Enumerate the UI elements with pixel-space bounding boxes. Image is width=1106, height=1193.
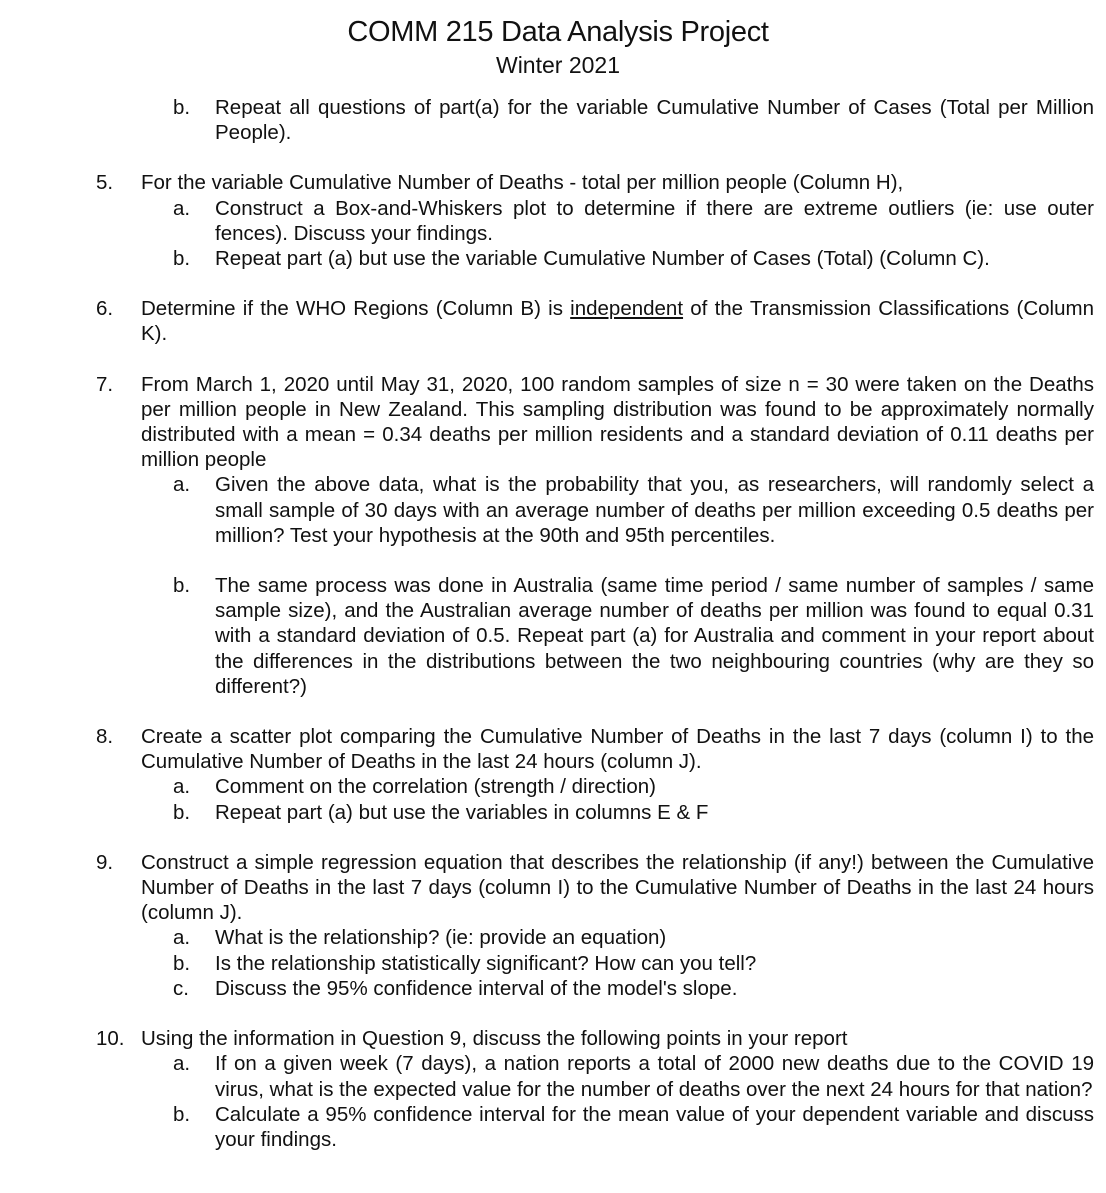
part-label: b. [173,247,191,271]
question-8 [96,724,1094,825]
question-4-part-b [96,95,1094,145]
question-number: 7. [96,372,114,396]
question-text: For the variable Cumulative Number of Deaths - total per million people (Column H), [141,171,904,195]
question-text [141,296,1094,346]
part-text: Given the above data, what is the probability that you, as researchers, will randomly select a small sample of 30 days with an average number of deaths per million exceeding 0.5 deaths per million? Test your hypothesis at the 90th and 95th percentiles. [215,473,1094,547]
question-number: 5. [96,171,114,195]
question-5-part-a [96,196,1094,246]
part-label: b. [173,1102,191,1126]
part-text: Repeat all questions of part(a) for the variable Cumulative Number of Cases (Total per Million People). [215,96,1094,145]
question-7 [96,372,1094,699]
question-7-part-a [96,472,1094,548]
question-number: 6. [96,297,114,321]
part-label: b. [173,951,191,975]
part-label: a. [173,196,191,220]
question-7-part-b [96,573,1094,699]
part-text: Repeat part (a) but use the variable Cumulative Number of Cases (Total) (Column C). [215,247,990,271]
question-9-part-b [96,951,1094,976]
part-text: Comment on the correlation (strength / direction) [215,775,656,799]
question-10 [96,1026,1094,1152]
question-text: Construct a simple regression equation that describes the relationship (if any!) between the Cumulative Number of Deaths in the last 7 days (column I) to the Cumulative Number of Deaths in the last 24 hours (column J). [141,850,1094,925]
question-4-continuation [96,95,1094,145]
question-5 [96,170,1094,271]
part-label: b. [173,800,191,824]
question-number: 9. [96,850,114,874]
question-text: From March 1, 2020 until May 31, 2020, 100 random samples of size n = 30 were taken on the Deaths per million people in New Zealand. This sampling distribution was found to be approximately normally distributed with a mean = 0.34 deaths per million residents and a standard deviation of 0.11 deaths per million people [141,372,1094,472]
question-10-part-b [96,1102,1094,1152]
question-9 [96,850,1094,1001]
part-text: Construct a Box-and-Whiskers plot to determine if there are extreme outliers (ie: use outer fences). Discuss your findings. [215,196,1094,245]
question-8-part-a [96,774,1094,799]
part-label: a. [173,775,191,799]
part-label: a. [173,1052,191,1076]
part-text: If on a given week (7 days), a nation reports a total of 2000 new deaths due to the COVID 19 virus, what is the expected value for the number of deaths over the next 24 hours for that nation? [215,1052,1094,1101]
part-label: a. [173,473,191,497]
question-10-part-a [96,1051,1094,1101]
question-text: Create a scatter plot comparing the Cumulative Number of Deaths in the last 7 days (column I) to the Cumulative Number of Deaths in the last 24 hours (column J). [141,725,1094,774]
part-label: a. [173,926,191,950]
part-label: b. [173,574,191,598]
part-text: What is the relationship? (ie: provide an equation) [215,926,667,950]
document-title: COMM 215 Data Analysis Project [347,16,769,48]
part-text: Is the relationship statistically significant? How can you tell? [215,951,757,975]
part-label: b. [173,96,191,119]
part-text: The same process was done in Australia (same time period / same number of samples / same sample size), and the Australian average number of deaths per million was found to equal 0.31 with a standard deviation of 0.5. Repeat part (a) for Australia and comment in your report about the differences in the distributions between the two neighbouring countries (why are they so different?) [215,574,1094,698]
question-text: Using the information in Question 9, discuss the following points in your report [141,1027,848,1051]
question-text-end: of the Transmission Classifications (Column K). [141,297,1094,346]
part-label: c. [173,976,189,1000]
question-9-part-a [96,925,1094,950]
underlined-term: independent [570,297,684,321]
question-5-part-b [96,246,1094,271]
part-text: Discuss the 95% confidence interval of the model's slope. [215,976,738,1000]
question-8-part-b [96,800,1094,825]
question-text-start: Determine if the WHO Regions (Column B) is [141,297,571,321]
question-6 [96,296,1094,346]
question-number: 8. [96,725,114,749]
document-subtitle: Winter 2021 [495,52,620,78]
question-number: 10. [96,1027,125,1051]
part-text: Calculate a 95% confidence interval for the mean value of your dependent variable and discuss your findings. [215,1102,1094,1151]
part-text: Repeat part (a) but use the variables in columns E & F [215,800,709,824]
document-header [0,14,1106,80]
question-list [96,95,1094,1152]
question-9-part-c [96,976,1094,1001]
